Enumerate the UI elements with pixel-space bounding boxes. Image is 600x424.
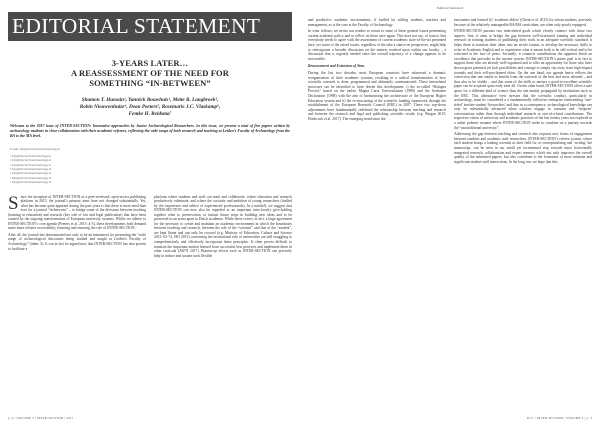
footer-right: 2017 | INTER-SECTION | VOLUME 3 | p. 3 (526, 416, 592, 420)
section-label: EDITORIAL STATEMENT (12, 14, 261, 38)
right-column-2 (454, 18, 592, 166)
section-band (8, 12, 292, 41)
email-label: E-mail: info@InterSectionArchaeology.nl (10, 147, 61, 152)
running-header: Editorial Statement (436, 6, 464, 10)
body-paragraph: During the last two decades, most European countries have witnessed a dramatic reorganisation of their academic systems, resulting in a radical transformation of how scientific research is done, programmed and ultimately communicated. These interrelated processes can be identified to have driven this development: i) the so-called “Bologna Process” based on the earlier Magna Carta Universitatum (1988) and the Sorbonne Declaration (1998) with the aim of harmonising the architecture of the European Higher Education system and ii) the re-structuring of the scientific funding framework through the establishment of the European Research Council (ERC) in 2007. These two top-down adjustments have fundamentally redefined the relationship between teaching and research and between the research and legal and publishing scientific results (e.g. Bergan 2015; Hitchcock et al. 2017). The emerging trend since the (308, 70, 446, 121)
body-paragraph: Addressing the gap between teaching and research also requires new forms of engagement between students and academic staff researchers. INTER-SECTION’s referee system, where each student brings a leading scientist in their field for co-conceptualising and ‘writing’ the manuscript, can be seen in our small yet incremental step towards more horizontally integrated research; collaboration and expert mentors which not only improves the overall quality of the submitted papers, but also contribute to the formation of more intimate and significant student-staff interactions. In the long run, we hope that this (454, 132, 592, 164)
email-line[interactable]: ² info@intersectionarchaeology.nl (10, 158, 52, 163)
left-column-2 (154, 195, 292, 261)
authors-line-2: Robin Nieuwenhuize⁴, Dean Peeters⁵, Rosemarie J.C. Vlaskamp⁶, (79, 104, 221, 110)
email-block (8, 147, 292, 184)
body-paragraph: In what follows, we invite our readers to return to some of these general issues permeating current academic policy and to reflect on them once again. This does not say, of course, that everybody needs to agree with the assessment of current academic state-of-the-art presented here, yet some of the raised issues, regardless of the take a stance on perspective, might help to reinvigorate a broader discussion on the matters touched upon within our faculty – a discussion that is urgently needed since the overall trajectory of a change appears to be irreversible. (308, 29, 446, 61)
email-line[interactable]: ⁶ info@intersectionarchaeology.nl (10, 175, 52, 180)
email-line[interactable]: ³ info@intersectionarchaeology.nl (10, 162, 52, 167)
body-paragraph: encounters and formed (f) ‘academic elders’ (Ghent et al. 2015) for whom students, precisely because of the relatively manageable BA/MA curriculum, are often only poorly equipped. (454, 18, 592, 27)
section-heading: Reassessment and Extension of Aims (308, 64, 365, 69)
body-paragraph: and productive academic environments, if fuelled by willing students, teachers and management, as is the case at the Faculty of Archaeology. (308, 18, 446, 27)
intro-paragraph: Since the inception of INTER-SECTION as a peer-reviewed, open-access publishing platform in 2015, the journal’s primary aims have not changed substantially. Yet, what has become quite apparent during the past years is that there is more need than ever for a journal “in-between” – to bridge some of the divisions between teaching (training in education) and research (key role of fair and legal publication) that have been created by the ongoing transformation of European university systems. Whilst we adhere to INTER-SECTION’s core agenda (Peeters et al. 2015: 4-5), these developments both demand some more relative accessibility, fostering and ensuring the role of INTER-SECTION. (8, 192, 146, 231)
right-column-1 (308, 18, 446, 166)
footer-left: p. 2 | VOLUME 3 | INTER-SECTION | 2017 (8, 416, 74, 420)
left-column-1 (8, 192, 146, 261)
email-line[interactable]: ⁵ info@intersectionarchaeology.nl (10, 171, 52, 176)
authors-line-3: Femke H. Reidsma⁷ (128, 111, 172, 117)
drop-cap: S (8, 192, 19, 214)
right-page (300, 0, 600, 424)
email-line[interactable]: ⁴ info@intersectionarchaeology.nl (10, 166, 52, 171)
author-list (8, 97, 292, 118)
title-line-2: A REASSESSMENT OF THE NEED FOR (70, 68, 229, 78)
authors-line-1: Shamon T. Hussain¹, Yannick Bouwhuis², Mette B. Langbroek³, (81, 97, 219, 103)
email-line[interactable]: ⁷ info@intersectionarchaeology.nl (10, 180, 52, 185)
left-body-columns (8, 192, 292, 261)
email-line[interactable]: ¹ info@intersectionarchaeology.nl (10, 153, 52, 158)
body-paragraph: INTER-SECTION pursues two interrelated goals which closely connect with those two aspects: first, it aims to bridge the gap between well-structured training and individual research in training students in publishing their work in an adequate scientific standard; it helps them to translate their ideas into an article format, to develop the necessary skills to write in Academic English and to experience what it means both to be self-critical and to be criticised at the face of peers. Secondly, it connects contributions the apparent fetish on excellence that pervades in the current system. INTER-SECTION’s prime goal is in fact to support those who are already well-organised and to offer an opportunity for those who have shown great potential yet lack possibilities and courage to simply shy away from high-impact journals and their self-proclaimed elites. On the one hand, our agenda hence reflects the conviction that one stands to benefit from the outreach of the best and most talented – and thus also to be visible – and that some of the skills to nurture a good-to-excellent scientific paper can be acquired quite early after all. On the other hand, INTER-SECTION offers a safe space for a different kind of science than the one mainly propagated by institutions such as the ERC. This alternative view stresses that the scientific conduct, particularly in archaeology, must be considered a a fundamentally collective enterprise transcending ‘one-sided’ teacher-student ‘hierarchies’ and thus as a consequence, archaeological knowledge can only be substantially advanced when scholars engage in constant and ‘frequent’ conversations rather than through individual research or one-of-a-kind contributions. The respective vision of university and academic practices of the last twenty years are explored in a rather polemic manner where INTER-SECTION seeks to combine on a journey towards the “unconditional university”. (454, 29, 592, 130)
abstract: Welcome to the 2017 issue of INTER-SECTION: Innovative approaches by Junior Archaeological Researchers. In this issue, we present a total of five papers written by archaeology students in close collaboration with their academic referees, reflecting the wide range of both research and teaching at Leiden’s Faculty of Archaeology from the BA to the MA level. (10, 124, 290, 139)
body-paragraph: platform where students and staff can meet and collaborate, where education and research productively culminate, and where the curiosity and ambition of young researchers (fuelled by the experience and advice of experienced professionals). In a nutshell, we suggest that INTER-SECTION can now also be regarded as an important inter-faculty give-holding together what is, preservation, to initiate future steps in building new ideas and to be preserved as an arena apart to Dutch academia. While these voices, in fact, a large agreement for the necessity to create and maintain an academic environment in which the boundaries between teaching and research, between the role of the “scientist” and that of the “student”, are kept fluent and can only be crossed (e.g. Ministry of Education, Culture and Science 2015: 63-74, ISO 2013) concerning the institutional role of universities are still struggling to comprehensively and effectively incorporate these principles. It often proves difficult to translate the important motion learned from successful best practices and implement these in other curricula (AWTI 2017). Bottom-up efforts such as INTER-SECTION can precisely help to induce and sustain such flexible (154, 194, 292, 258)
title-line-3: SOMETHING “IN-BETWEEN” (89, 78, 211, 88)
article-title (8, 58, 292, 88)
body-paragraph: After all, the journal has demonstrated not only to be an instrument for presenting the “wide range of archaeological discourses being studied and taught at Leiden’s Faculty of Archaeology” (idem: 5). It can in fact be argued now that INTER-SECTION has also proven to facilitate a (8, 232, 146, 251)
title-line-1: 3-YEARS LATER… (111, 58, 189, 68)
right-body-columns (308, 18, 592, 166)
